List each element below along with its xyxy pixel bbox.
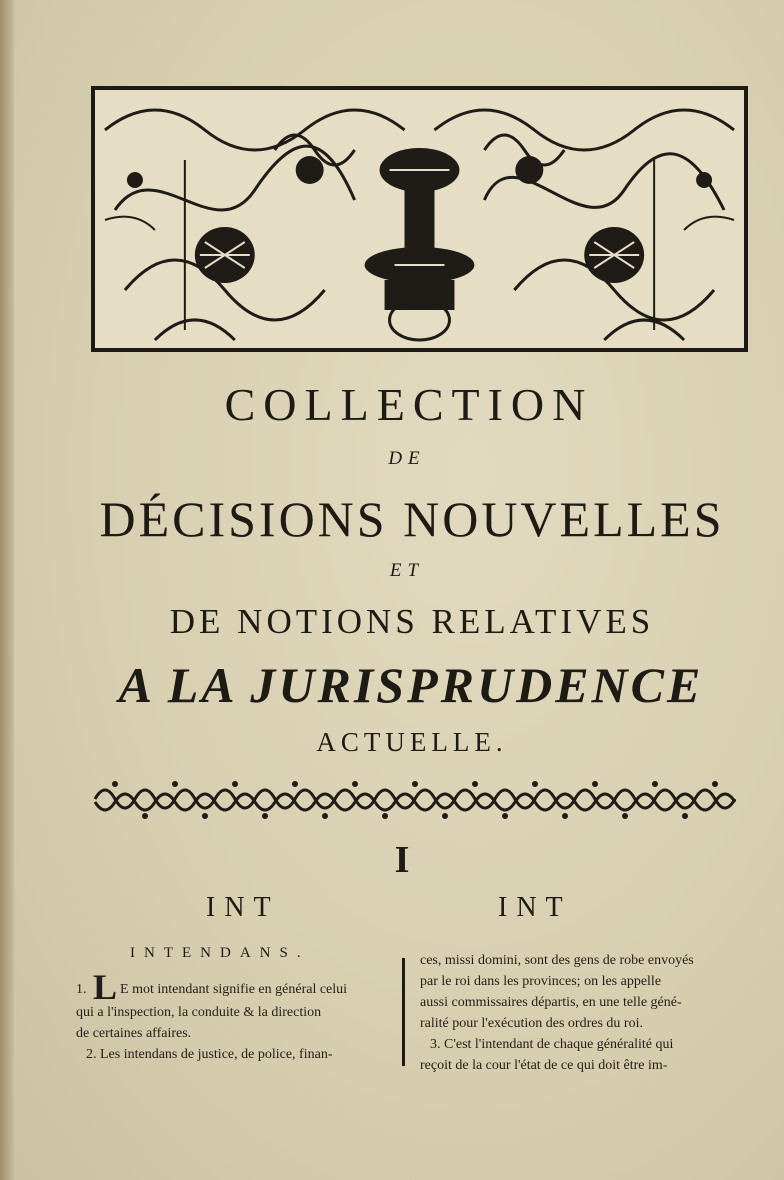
right-line-2: par le roi dans les provinces; on les appelle bbox=[420, 974, 662, 989]
paragraph-1-line-3: de certaines affaires. bbox=[76, 1026, 192, 1041]
paragraph-1-line-2: qui a l'inspection, la conduite & la direction bbox=[76, 1005, 322, 1020]
title-collection: COLLECTION bbox=[224, 379, 594, 430]
title-de: DE bbox=[388, 448, 426, 469]
right-line-5: 3. C'est l'intendant de chaque généralité qui bbox=[430, 1037, 674, 1052]
right-line-3: aussi commissaires départis, en une telle géné- bbox=[420, 995, 682, 1010]
section-letter: I bbox=[394, 839, 410, 881]
scroll-fleuron-band bbox=[90, 774, 736, 824]
paragraph-number: 1. bbox=[76, 982, 90, 997]
drop-cap: L bbox=[93, 967, 118, 1007]
title-decisions-nouvelles: DÉCISIONS NOUVELLES bbox=[99, 491, 725, 547]
title-actuelle: ACTUELLE. bbox=[316, 727, 508, 757]
right-line-1: ces, missi domini, sont des gens de robe envoyés bbox=[420, 953, 694, 968]
entry-heading: INTENDANS. bbox=[130, 945, 310, 961]
running-head-left: INT bbox=[206, 892, 280, 923]
column-rule bbox=[402, 958, 405, 1066]
left-column bbox=[76, 967, 396, 1065]
right-line-6: reçoit de la cour l'état de ce qui doit être im- bbox=[420, 1058, 668, 1073]
paragraph-2-line-1: 2. Les intendans de justice, de police, finan- bbox=[86, 1047, 333, 1062]
title-et: ET bbox=[389, 560, 425, 581]
title-jurisprudence: A LA JURISPRUDENCE bbox=[118, 657, 704, 713]
right-column bbox=[420, 950, 750, 1076]
page-gutter-edge bbox=[0, 0, 14, 1180]
title-notions-relatives: DE NOTIONS RELATIVES bbox=[169, 602, 655, 641]
engraved-headpiece-ornament bbox=[91, 86, 748, 352]
right-line-4: ralité pour l'exécution des ordres du roi. bbox=[420, 1016, 643, 1031]
running-head-right: INT bbox=[498, 892, 572, 923]
paragraph-1-line-1: 1. L E mot intendant signifie en général celui bbox=[76, 967, 348, 1007]
